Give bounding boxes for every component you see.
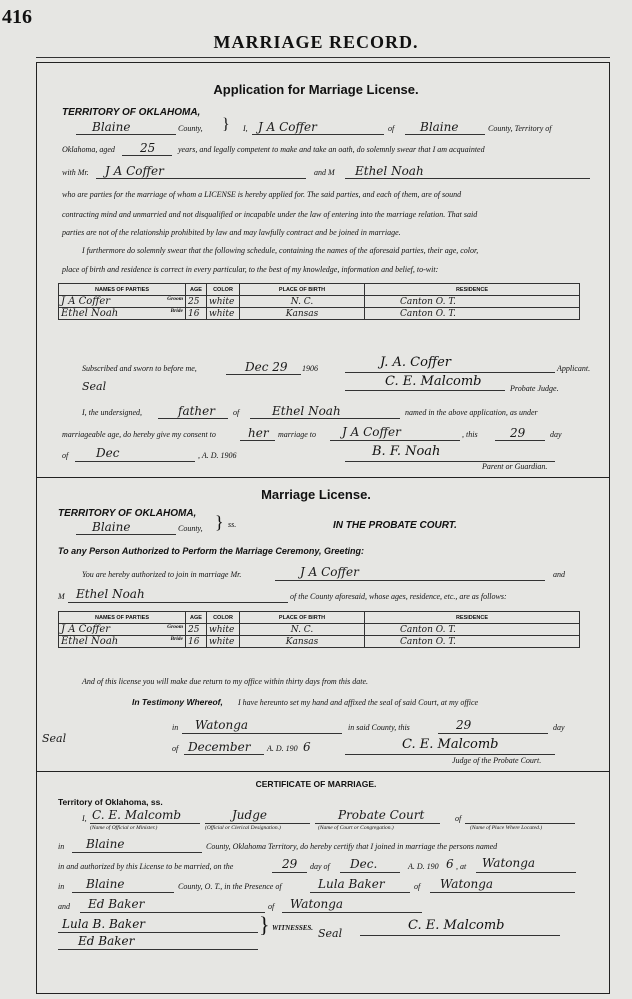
certificate-of3: of [268, 902, 275, 911]
parent-signature-hw: B. F. Noah [372, 444, 441, 459]
schedule-table-license: NAMES OF PARTIES AGE COLOR PLACE OF BIRTH RESIDENCE J A Coffer Groom 25 white N. C. Canton O. T. Ethel Noah Bride 16 white Kansas Canton O. T. [58, 611, 580, 648]
testimony-bold: In Testimony Whereof, [132, 697, 223, 707]
certificate-i: I, [82, 814, 87, 823]
certificate-and: and [58, 902, 70, 911]
certificate-line3: in and authorized by this License to be married, on the [58, 862, 234, 871]
license-greeting: To any Person Authorized to Perform the Marriage Ceremony, Greeting: [58, 546, 365, 556]
application-bride-hw: Ethel Noah [355, 164, 424, 178]
license-ad: A. D. 190 [267, 744, 298, 753]
license-court: IN THE PROBATE COURT. [333, 520, 457, 531]
table-row: Ethel Noah Bride 16 white Kansas Canton O. T. [59, 636, 580, 648]
section-divider [36, 477, 610, 478]
col-birth: PLACE OF BIRTH [240, 284, 365, 296]
certificate-witness2-hw: Ed Baker [88, 897, 145, 911]
certificate-in2: in [58, 882, 65, 891]
caption-official: (Name of Official or Minister.) [90, 825, 158, 831]
section-divider [36, 771, 610, 772]
application-with-mr: with Mr. [62, 168, 89, 177]
sworn-year: 1906 [302, 364, 318, 373]
applicant-name-hw: J A Coffer [258, 120, 317, 134]
certificate-day-of: day of [310, 862, 330, 871]
certificate-w1-place-hw: Watonga [440, 877, 494, 891]
application-body4: I furthermore do solemnly swear that the following schedule, containing the names of the aforesaid parties, their age, color, [82, 246, 479, 255]
license-judge-signature-hw: C. E. Malcomb [402, 737, 499, 752]
consent-day-hw: 29 [510, 426, 526, 440]
license-ss: ss. [228, 520, 237, 529]
license-groom-hw: J A Coffer [300, 565, 359, 579]
certificate-line4: County, O. T., in the Presence of [178, 882, 282, 891]
license-and: and [553, 570, 565, 579]
col-age: AGE [186, 284, 207, 296]
schedule-table-application [58, 283, 580, 320]
certificate-court-hw: Probate Court [338, 808, 425, 822]
certificate-year-hw: 6 [446, 857, 454, 871]
certificate-ad: A. D. 190 [408, 862, 439, 871]
col-residence: RESIDENCE [365, 284, 580, 296]
application-body2: contracting mind and unmarried and not disqualified or incapable under the law of entering into the marriage relation. That said [62, 210, 478, 219]
certificate-line2: County, Oklahoma Territory, do hereby certify that I joined in marriage the persons named [206, 842, 498, 851]
caption-court: (Name of Court or Congregation.) [318, 825, 394, 831]
applicant-age-hw: 25 [140, 141, 156, 155]
table-row: J A Coffer Groom 25 white N. C. Canton O. T. [59, 296, 580, 308]
certificate-in: in [58, 842, 65, 851]
certificate-day-hw: 29 [282, 857, 298, 871]
consent-line2b: marriage to [278, 430, 316, 439]
certificate-w2-place-hw: Watonga [290, 897, 344, 911]
license-day: day [553, 723, 565, 732]
witness2-signature-hw: Ed Baker [78, 934, 135, 948]
application-county-word: County, [178, 124, 203, 133]
consent-relation-hw: father [178, 404, 215, 418]
consent-ad: , A. D. 1906 [198, 451, 237, 460]
application-i-label: I, [243, 124, 248, 133]
applicant-residence-hw: Blaine [420, 120, 459, 134]
application-heading: Application for Marriage License. [213, 82, 419, 97]
license-month-hw: December [188, 740, 251, 754]
consent-this: , this [462, 430, 478, 439]
table-row: Ethel Noah Bride 16 white Kansas Canton O. T. [59, 308, 580, 320]
witness1-signature-hw: Lula B. Baker [62, 917, 146, 931]
book-title: MARRIAGE RECORD. [213, 32, 419, 52]
license-return-text: And of this license you will make due return to my office within thirty days from this date. [82, 677, 369, 686]
parent-label: Parent or Guardian. [482, 462, 548, 471]
consent-groom-hw: J A Coffer [342, 425, 401, 439]
certificate-heading: CERTIFICATE OF MARRIAGE. [255, 779, 377, 789]
application-groom-hw: J A Coffer [105, 164, 164, 178]
license-day-hw: 29 [456, 718, 472, 732]
caption-place: (Name of Place Where Located.) [470, 825, 543, 831]
consent-text: named in the above application, as under [405, 408, 538, 417]
certificate-at: , at [456, 862, 467, 871]
application-line2b: years, and legally competent to make and take an oath, do solemnly swear that I am acquainted [178, 145, 485, 154]
sworn-date-hw: Dec 29 [245, 360, 288, 374]
probate-judge-signature-hw: C. E. Malcomb [385, 374, 482, 389]
certificate-witness1-hw: Lula Baker [318, 877, 385, 891]
application-body1: who are parties for the marriage of whom a LICENSE is hereby applied for. The said parties, and each of them, are of sound [62, 190, 462, 199]
license-in-label: in [172, 723, 179, 732]
caption-designation: (Official or Clerical Designation.) [205, 825, 281, 831]
applicant-signature-hw: J. A. Coffer [380, 355, 452, 370]
certificate-officiant-hw: C. E. Malcomb [92, 808, 182, 822]
application-county-hw: Blaine [92, 120, 131, 134]
application-territory: TERRITORY OF OKLAHOMA, [62, 107, 201, 118]
consent-of2: of [62, 451, 69, 460]
license-judge-label: Judge of the Probate Court. [452, 756, 542, 765]
certificate-of: of [455, 814, 462, 823]
license-heading: Marriage License. [261, 487, 371, 502]
application-body3: parties are not of the relationship prohibited by law and may lawfully contract and be joined in marriage. [62, 228, 401, 237]
page-number: 416 [2, 6, 32, 28]
officiant-signature-hw: C. E. Malcomb [408, 918, 505, 933]
witnesses-label: WITNESSES. [272, 924, 314, 932]
probate-judge-label: Probate Judge. [510, 384, 559, 393]
application-body5: place of birth and residence is correct in every particular, to the best of my knowledge, information and belief, to-wit: [62, 265, 439, 274]
certificate-title-hw: Judge [232, 808, 268, 822]
sworn-label: Subscribed and sworn to before me, [82, 364, 197, 373]
certificate-territory: Territory of Oklahoma, ss. [58, 797, 163, 807]
application-of-label: of [388, 124, 395, 133]
license-county-word: County, [178, 524, 203, 533]
col-color: COLOR [207, 284, 240, 296]
table-row: J A Coffer Groom 25 white N. C. Canton O. T. [59, 624, 580, 636]
license-county-this: in said County, this [348, 723, 410, 732]
license-seal-hw: Seal [42, 732, 67, 745]
license-bride-hw: Ethel Noah [76, 587, 145, 601]
consent-day: day [550, 430, 562, 439]
application-seal-hw: Seal [82, 380, 107, 393]
consent-month-hw: Dec [96, 446, 120, 460]
license-of-label: of [172, 744, 179, 753]
license-county-hw: Blaine [92, 520, 131, 534]
consent-pronoun-hw: her [248, 426, 269, 440]
license-auth-text: You are hereby authorized to join in marriage Mr. [82, 570, 242, 579]
consent-of: of [233, 408, 240, 417]
consent-line2a: marriageable age, do hereby give my consent to [62, 430, 216, 439]
consent-name-hw: Ethel Noah [272, 404, 341, 418]
certificate-seal-hw: Seal [318, 927, 343, 940]
application-line2a: Oklahoma, aged [62, 145, 115, 154]
testimony-rest: I have hereunto set my hand and affixed the seal of said Court, at my office [238, 698, 479, 707]
certificate-month-hw: Dec. [350, 857, 378, 871]
applicant-label: Applicant. [557, 364, 591, 373]
license-m: M [58, 592, 65, 601]
license-territory: TERRITORY OF OKLAHOMA, [58, 508, 197, 519]
certificate-of2: of [414, 882, 421, 891]
top-rule [36, 57, 610, 58]
license-place-hw: Watonga [195, 718, 249, 732]
certificate-place-hw: Watonga [482, 856, 536, 870]
application-and-m: and M [314, 168, 335, 177]
certificate-county-hw: Blaine [86, 837, 125, 851]
application-line1-end: County, Territory of [488, 124, 552, 133]
license-county-text: of the County aforesaid, whose ages, residence, etc., are as follows: [290, 592, 507, 601]
consent-i: I, the undersigned, [82, 408, 142, 417]
license-year-hw: 6 [303, 740, 311, 754]
certificate-county2-hw: Blaine [86, 877, 125, 891]
col-names: NAMES OF PARTIES [59, 284, 186, 296]
document-page: 416 MARRIAGE RECORD. Application for Marriage License. TERRITORY OF OKLAHOMA, Blaine County, } I, J A Coffer of Blaine County, Territory of Oklahoma, aged 25 years, and legally competent to make and take an oath, do solemnly swear that I am acquainted with Mr. J A Coffer and M Ethel Noah who are parties for the marriage of whom a LICENSE is hereby applied for. The said parties, and each of them, are of sound contracting mind and unmarried and not disqualified or incapable under the law of entering into the marriage relation. That said parties are not of the relationship prohibited by law and may lawfully contract and be joined in marriage. I furthermore do solemnly swear that the following schedule, containing the names of the aforesaid parties, their age, color, place of birth and residence is correct in every particular, to the best of my knowledge, information and belief, to-wit: NAMES OF PARTIES AGE COLOR PLACE OF BIRTH RESIDENCE J A Coffer Groom 25 white N. C. Canton O. T. Ethel Noah Bride 16 white Kansas Canton O. T. Subscribed and sworn to before me, Dec 29 1906 J. A. Coffer Applicant. Seal C. E. Malcomb Probate Judge. I, the undersigned, father of Ethel Noah named in the above application, as under marriageable age, do hereby give my consent to her marriage to J A Coffer , this 29 day of Dec , A. D. 1906 B. F. Noah Parent or Guardian. Marriage License. TERRITORY OF OKLAHOMA, Blaine County, } ss. IN THE PROBATE COURT. To any Person Authorized to Perform the Marriage Ceremony, Greeting: You are hereby authorized to join in marriage Mr. J A Coffer and M Ethel Noah of the County aforesaid, whose ages, residence, etc., are as follows: NAMES OF PARTIES AGE COLOR PLACE OF BIRTH RESIDENCE J A Coffer Groom 25 white N. C. Canton O. T. Ethel Noah Bride 16 white Kansas Canton O. T. And of this license you will make due return to my office within thirty days from this date. In Testimony Whereof, I have hereunto set my hand and affixed the seal of said Court, at my office in Watonga in said County, this 29 day Seal of December A. D. 190 6 C. E. Malcomb Judge of the Probate Court. CERTIFICATE OF MARRIAGE. Territory of Oklahoma, ss. I, C. E. Malcomb Judge Probate Court of (Name of Official or Minister.) (Official or Clerical Designation.) (Name of Court or Congregation.) (Name of Place Where Located.) in Blaine County, Oklahoma Territory, do hereby certify that I joined in marriage the persons named in and authorized by this License to be married, on the 29 day of Dec. A. D. 190 6 , at Watonga in Blaine County, O. T., in the Presence of Lula Baker of Watonga and Ed Baker of Watonga Lula B. Baker Ed Baker } WITNESSES. Seal C. E. Malcomb [0, 0, 632, 999]
